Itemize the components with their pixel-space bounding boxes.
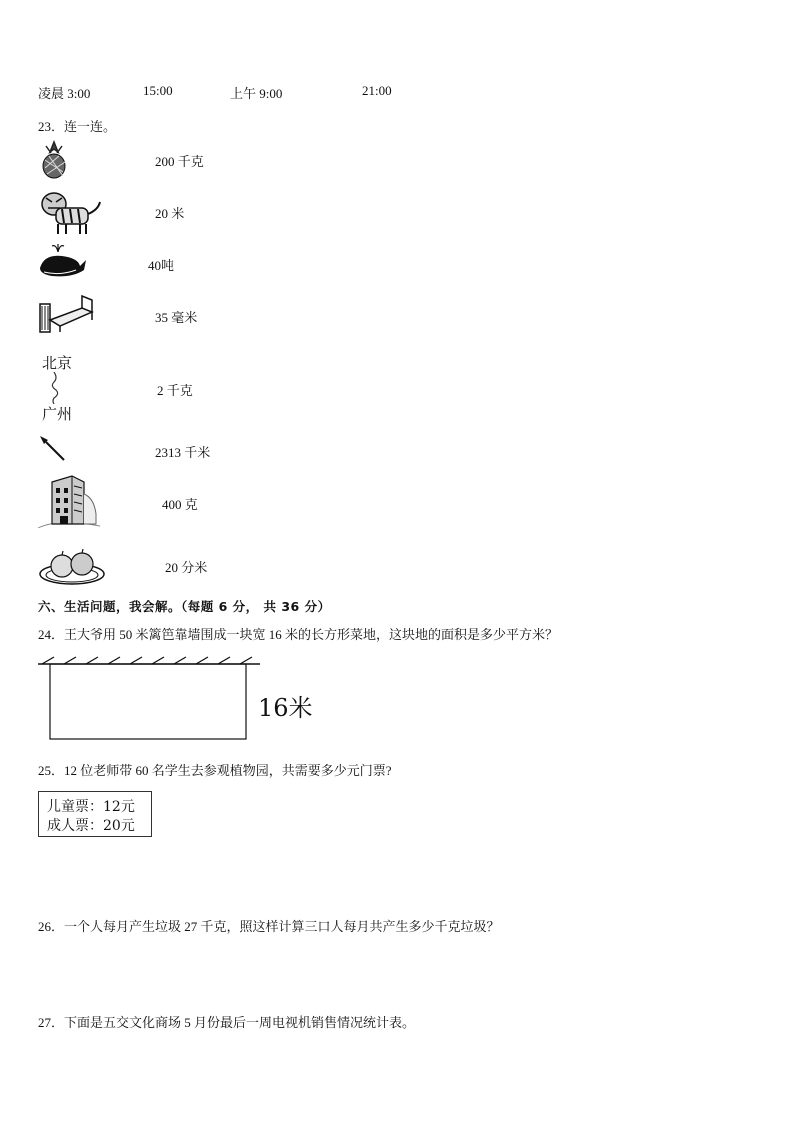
apple-plate-icon <box>38 544 106 586</box>
value-label-2: 20 米 <box>155 206 185 221</box>
route-map-icon <box>44 372 68 404</box>
time-label-2: 15:00 <box>143 83 173 98</box>
adult-ticket-price: 成人票：20元 <box>47 818 135 834</box>
time-label-3: 上午 9:00 <box>230 86 283 101</box>
pineapple-icon <box>38 140 70 180</box>
time-label-4: 21:00 <box>362 83 392 98</box>
value-label-8: 20 分米 <box>165 560 208 575</box>
map-label-beijing: 北京 <box>42 354 73 372</box>
value-label-1: 200 千克 <box>155 154 204 169</box>
value-label-3: 40吨 <box>148 258 175 273</box>
value-label-4: 35 毫米 <box>155 310 198 325</box>
nail-icon <box>38 434 68 464</box>
child-ticket-price: 儿童票：12元 <box>47 799 135 815</box>
tiger-icon <box>38 188 102 236</box>
value-label-6: 2313 千米 <box>155 445 211 460</box>
question-27-text: 27．下面是五交文化商场 5 月份最后一周电视机销售情况统计表。 <box>38 1015 416 1030</box>
building-icon <box>38 474 100 528</box>
question-24-text: 24．王大爷用 50 米篱笆靠墙围成一块宽 16 米的长方形菜地，这块地的面积是多少平方米？ <box>38 627 559 642</box>
ticket-price-box <box>38 791 152 837</box>
bed-icon <box>38 290 94 334</box>
section-6-heading: 六、生活问题，我会解。（每题 6 分， 共 36 分） <box>38 599 331 614</box>
vegetable-plot-diagram <box>38 652 264 744</box>
value-label-7: 400 克 <box>162 497 198 512</box>
question-25-text: 25．12 位老师带 60 名学生去参观植物园，共需要多少元门票? <box>38 763 392 778</box>
value-label-5: 2 千克 <box>157 383 193 398</box>
question-26-text: 26．一个人每月产生垃圾 27 千克，照这样计算三口人每月共产生多少千克垃圾？ <box>38 919 500 934</box>
time-label-1: 凌晨 3:00 <box>38 86 91 101</box>
plot-width-label: 16米 <box>258 694 313 722</box>
map-label-guangzhou: 广州 <box>42 405 73 423</box>
question-23-title: 23．连一连。 <box>38 119 117 134</box>
whale-icon <box>36 240 88 280</box>
